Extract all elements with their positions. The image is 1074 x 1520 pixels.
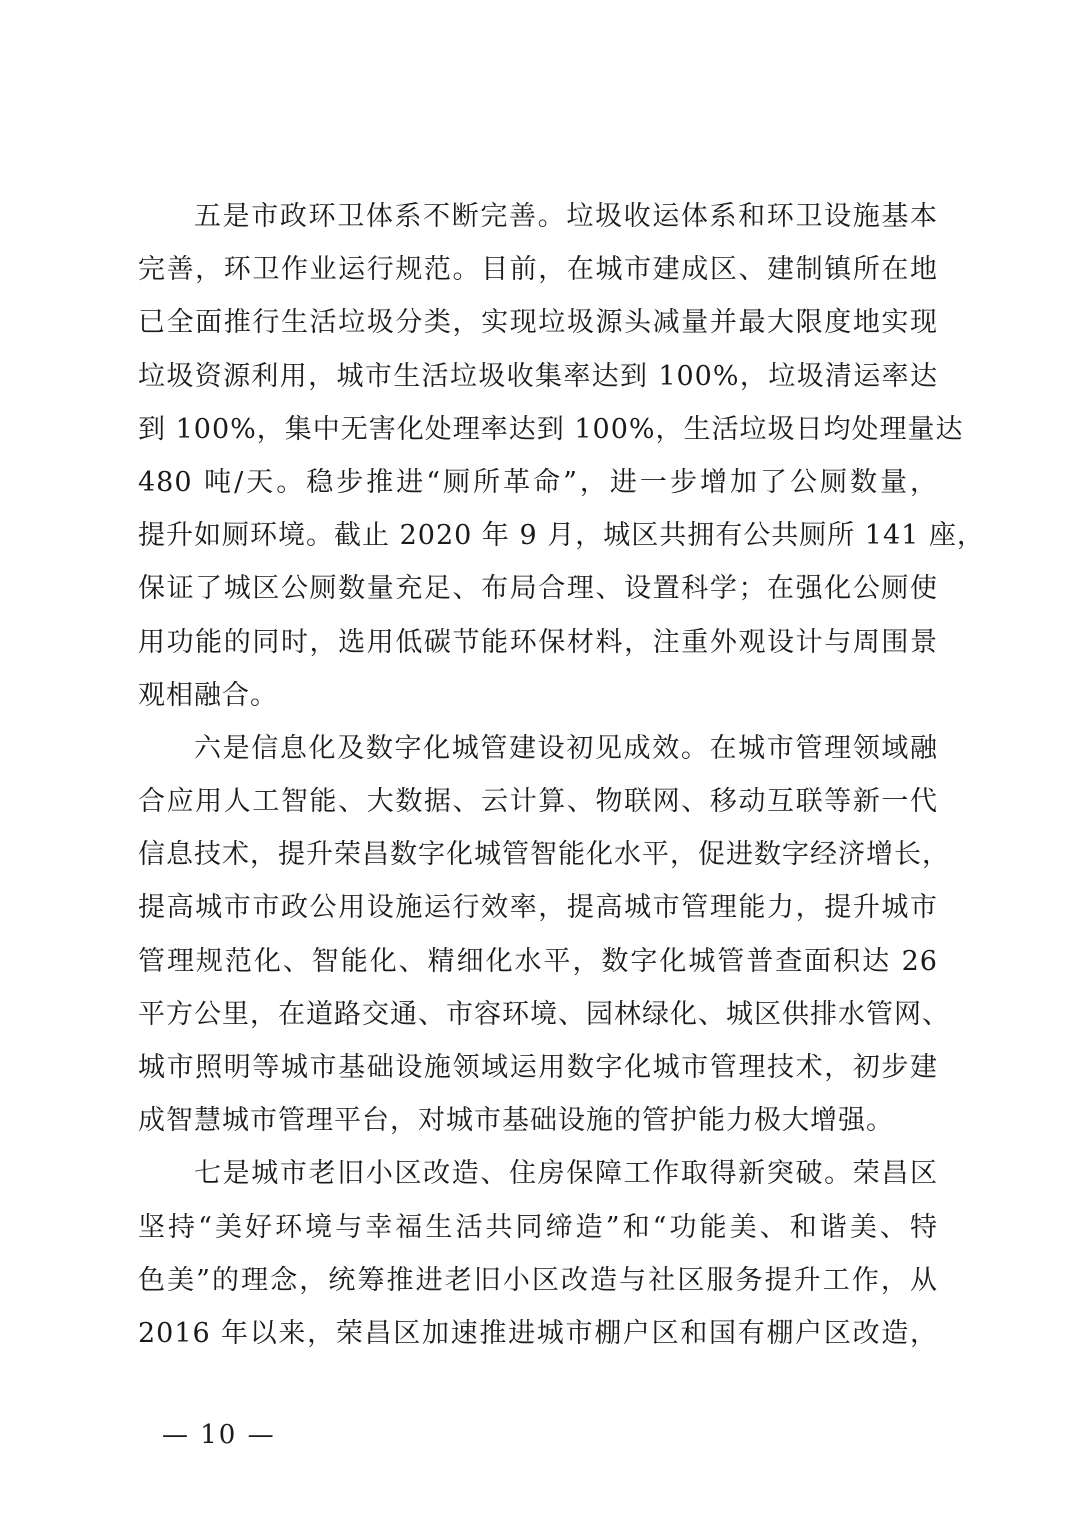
text-line: 2016 年以来，荣昌区加速推进城市棚户区和国有棚户区改造， [138, 1317, 938, 1349]
paragraph-5 [138, 190, 985, 722]
text-line: 成智慧城市管理平台，对城市基础设施的管护能力极大增强。 [138, 1105, 894, 1137]
text-line: 七是城市老旧小区改造、住房保障工作取得新突破。荣昌区 [194, 1158, 938, 1190]
text-line: 观相融合。 [138, 679, 278, 711]
text-line: 到 100%，集中无害化处理率达到 100%，生活垃圾日均处理量达 [138, 413, 964, 445]
text-line: 已全面推行生活垃圾分类，实现垃圾源头减量并最大限度地实现 [138, 307, 938, 339]
text-line: 完善，环卫作业运行规范。目前，在城市建成区、建制镇所在地 [138, 254, 938, 286]
text-line: 平方公里，在道路交通、市容环境、园林绿化、城区供排水管网、 [138, 998, 950, 1030]
text-line: 六是信息化及数字化城管建设初见成效。在城市管理领域融 [194, 732, 938, 764]
body-text [138, 190, 985, 1360]
paragraph-6 [138, 722, 950, 1148]
text-line: 提高城市市政公用设施运行效率，提高城市管理能力，提升城市 [138, 892, 938, 924]
page-number: — 10 — [162, 1420, 276, 1450]
text-line: 提升如厕环境。截止 2020 年 9 月，城区共拥有公共厕所 141 座， [138, 520, 985, 552]
paragraph-7 [138, 1147, 938, 1360]
text-line: 坚持“美好环境与幸福生活共同缔造”和“功能美、和谐美、特 [138, 1211, 938, 1243]
text-line: 管理规范化、智能化、精细化水平，数字化城管普查面积达 26 [138, 945, 938, 977]
text-line: 480 吨/天。稳步推进“厕所革命”，进一步增加了公厕数量， [138, 466, 938, 498]
text-line: 城市照明等城市基础设施领域运用数字化城市管理技术，初步建 [138, 1052, 938, 1083]
text-line: 色美”的理念，统筹推进老旧小区改造与社区服务提升工作，从 [138, 1264, 938, 1296]
text-line: 用功能的同时，选用低碳节能环保材料，注重外观设计与周围景 [138, 626, 938, 658]
text-line: 保证了城区公厕数量充足、布局合理、设置科学；在强化公厕使 [138, 573, 938, 605]
text-line: 五是市政环卫体系不断完善。垃圾收运体系和环卫设施基本 [194, 201, 938, 232]
text-line: 合应用人工智能、大数据、云计算、物联网、移动互联等新一代 [138, 786, 938, 818]
text-line: 信息技术，提升荣昌数字化城管智能化水平，促进数字经济增长， [138, 839, 950, 871]
text-line: 垃圾资源利用，城市生活垃圾收集率达到 100%，垃圾清运率达 [138, 360, 938, 392]
